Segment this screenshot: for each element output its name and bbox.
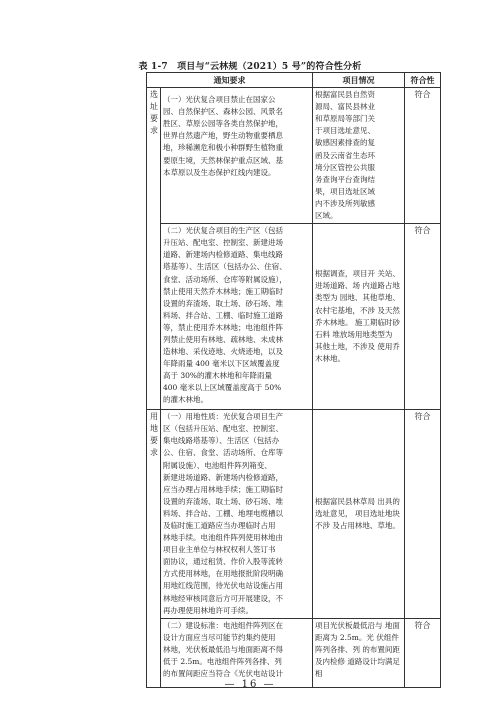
req-line: 低于 2.5m。电池组件阵列各排、列 <box>163 657 282 666</box>
sit-line: 出具的选址意见， <box>315 496 400 518</box>
req-line: 400 毫米以上区域覆盖度高于 50% <box>163 383 282 393</box>
req-line: 林地，光伏板最低沿与地面距离不得 <box>163 644 283 654</box>
req-line: 本草原以及生态保护红线内建设。 <box>163 167 276 177</box>
req-line: 料场、拌合站、工棚、地埋电缆槽以 <box>163 508 283 518</box>
sit-line: 地面距离为 2.5m。光 <box>315 620 400 642</box>
category-land-label: 用地要求 <box>150 412 158 458</box>
requirement-cell <box>161 88 313 224</box>
sit-line: 项目光伏板最低沿与 <box>315 620 383 630</box>
sit-line: 伏组件阵列各排、列 <box>315 632 399 654</box>
sit-line: 农村宅基地，不涉 <box>315 305 375 315</box>
req-line: 料场、拌合站、工棚、临时施工道路 <box>163 310 283 320</box>
sit-line: 果，项目选址区域 <box>315 186 375 196</box>
compliance-table <box>146 72 441 688</box>
req-line: 年降雨量 400 毫米以下区域覆盖度 <box>163 359 280 369</box>
req-line: （一）用地性质：光伏复合项目生产 <box>163 412 283 422</box>
req-line: 面协议，通过租赁、作价入股等流转 <box>163 557 283 567</box>
req-line: （二）光伏复合项目的生产区（包括 <box>163 226 283 236</box>
sit-line: 务查询平台查询结 <box>315 174 375 184</box>
page-number: — 16 — <box>224 679 276 690</box>
req-line: 塔基等）、生活区（包括办公、住宿、 <box>163 262 287 272</box>
req-line: 用地红线范围，待光伏电站设施占用 <box>163 581 283 591</box>
req-line: 再办理使用林地许可手续。 <box>163 605 253 615</box>
req-line: 的布置间距应当符合《光伏电站设计 <box>163 669 283 679</box>
req-line: 地，珍稀濒危和极小种群野生植物重 <box>163 143 283 153</box>
sit-line: 根据调查，项目开 <box>315 269 375 279</box>
requirement-cell <box>161 410 313 619</box>
situation-cell <box>313 618 405 687</box>
sit-line: 于项目选址意见、 <box>315 126 375 136</box>
table-row <box>147 224 441 410</box>
sit-line: 关站、进场道路、场 <box>315 269 400 291</box>
requirement-cell <box>161 224 313 410</box>
requirement-cell <box>161 618 313 687</box>
req-line: 胜区、草原公园等各类自然保护地， <box>163 119 283 129</box>
sit-line: 敏感因素排查的复 <box>315 138 375 148</box>
table-title: 表 1-7 项目与“云林规（2021）5 号”的符合性分析 <box>138 62 362 72</box>
header-compliance: 符合性 <box>405 73 441 88</box>
req-line: 食堂、活动场所、仓库等附属设施）， <box>163 274 287 284</box>
req-line: 的灌木林地。 <box>163 395 208 405</box>
sit-line: 道路设计均满足相 <box>315 657 400 679</box>
table-row <box>147 88 441 224</box>
sit-line: 内不涉及所列敏感 <box>315 198 375 208</box>
sit-line: 内道路占地类型为 <box>315 281 400 303</box>
req-line: 方式使用林地，在用地报批阶段明确 <box>163 569 283 579</box>
header-requirement: 通知要求 <box>147 73 313 88</box>
table-header-row <box>147 73 441 88</box>
compliance-cell: 符合 <box>405 224 441 410</box>
req-line: （二）建设标准：电池组件阵列区在 <box>163 620 283 630</box>
sit-line: 及占用林地、草地。 <box>332 520 400 530</box>
req-line: 区（包括升压站、配电室、控制室、 <box>163 424 283 434</box>
req-line: 设置的弃渣场、取土场、砂石场、堆 <box>163 298 283 308</box>
category-land <box>147 410 161 688</box>
sit-line: 堆放场用地类型为 <box>332 329 393 339</box>
req-line: 高于 30%的灌木林地和年降雨量 <box>163 371 273 381</box>
req-line: 道路、新建场内检修道路、集电线路 <box>163 250 283 260</box>
sit-line: 园地、其他草地、 <box>339 293 400 303</box>
category-site <box>147 88 161 410</box>
req-line: 园、自然保护区、森林公园、风景名 <box>163 107 283 117</box>
req-line: 要原生境，天然林保护重点区域、基 <box>163 155 283 165</box>
table-row <box>147 410 441 619</box>
sit-line: 源局、富民县林业 <box>315 102 375 112</box>
req-line: 设计方面应当尽可能节约集约使用 <box>163 632 276 642</box>
sit-line: 和草原局等部门关 <box>315 114 375 124</box>
sit-line: 根据富民县林草局 <box>315 496 375 506</box>
compliance-cell: 符合 <box>405 410 441 619</box>
req-line: 造林地、采伐迹地、火烧迹地，以及 <box>163 347 283 357</box>
req-line: 等，禁止使用乔木林地；电池组件阵 <box>163 322 283 332</box>
req-line: 附属设施）、电池组件阵列箱变、 <box>163 460 272 470</box>
req-line: 公、住宿、食堂、活动场所、仓库等 <box>163 448 283 458</box>
compliance-cell: 符合 <box>405 618 441 687</box>
sit-line: 及天然乔木林地。 <box>315 305 400 327</box>
sit-line: 使用乔木林地。 <box>315 341 400 363</box>
req-line: 列禁止使用有林地、疏林地、未成林 <box>163 334 283 344</box>
sit-line: 项目选址地块不涉 <box>315 508 400 530</box>
situation-cell <box>313 88 405 224</box>
req-line: 新建进场道路、新建场内检修道路， <box>163 472 283 482</box>
req-line: 世界自然遗产地，野生动物重要栖息 <box>163 131 283 141</box>
sit-line: 其他土地，不涉及 <box>315 341 375 351</box>
req-line: （一）光伏复合项目禁止在国家公 <box>163 95 276 105</box>
req-line: 集电线路塔基等）、生活区（包括办 <box>163 436 280 446</box>
category-site-label: 选址要求 <box>150 90 158 136</box>
req-line: 应当办理占用林地手续；施工期临时 <box>163 484 283 494</box>
sit-line: 区域。 <box>315 211 338 221</box>
sit-line: 的布置间距及内检修 <box>315 644 400 666</box>
sit-line: 根据富民县自然资 <box>315 90 375 100</box>
situation-cell <box>313 410 405 619</box>
sit-line: 境分区管控公共服 <box>315 162 375 172</box>
compliance-cell: 符合 <box>405 88 441 224</box>
req-line: 林地手续。电池组件阵列使用林地由 <box>163 533 283 543</box>
req-line: 设置的弃渣场、取土场、砂石场、堆 <box>163 496 283 506</box>
req-line: 升压站、配电室、控制室、新建进场 <box>163 238 283 248</box>
req-line: 及临时施工道路应当办理临时占用 <box>163 520 276 530</box>
header-situation: 项目情况 <box>313 73 405 88</box>
table-row <box>147 618 441 687</box>
req-line: 林地经审核同意后方可开展建设，不 <box>163 593 283 603</box>
sit-line: 施工期临时砂石料 <box>315 317 400 339</box>
sit-line: 函及云南省生态环 <box>315 150 375 160</box>
req-line: 项目业主单位与林权权利人签订书 <box>163 545 276 555</box>
req-line: 禁止使用天然乔木林地；施工期临时 <box>163 286 283 296</box>
situation-cell <box>313 224 405 410</box>
